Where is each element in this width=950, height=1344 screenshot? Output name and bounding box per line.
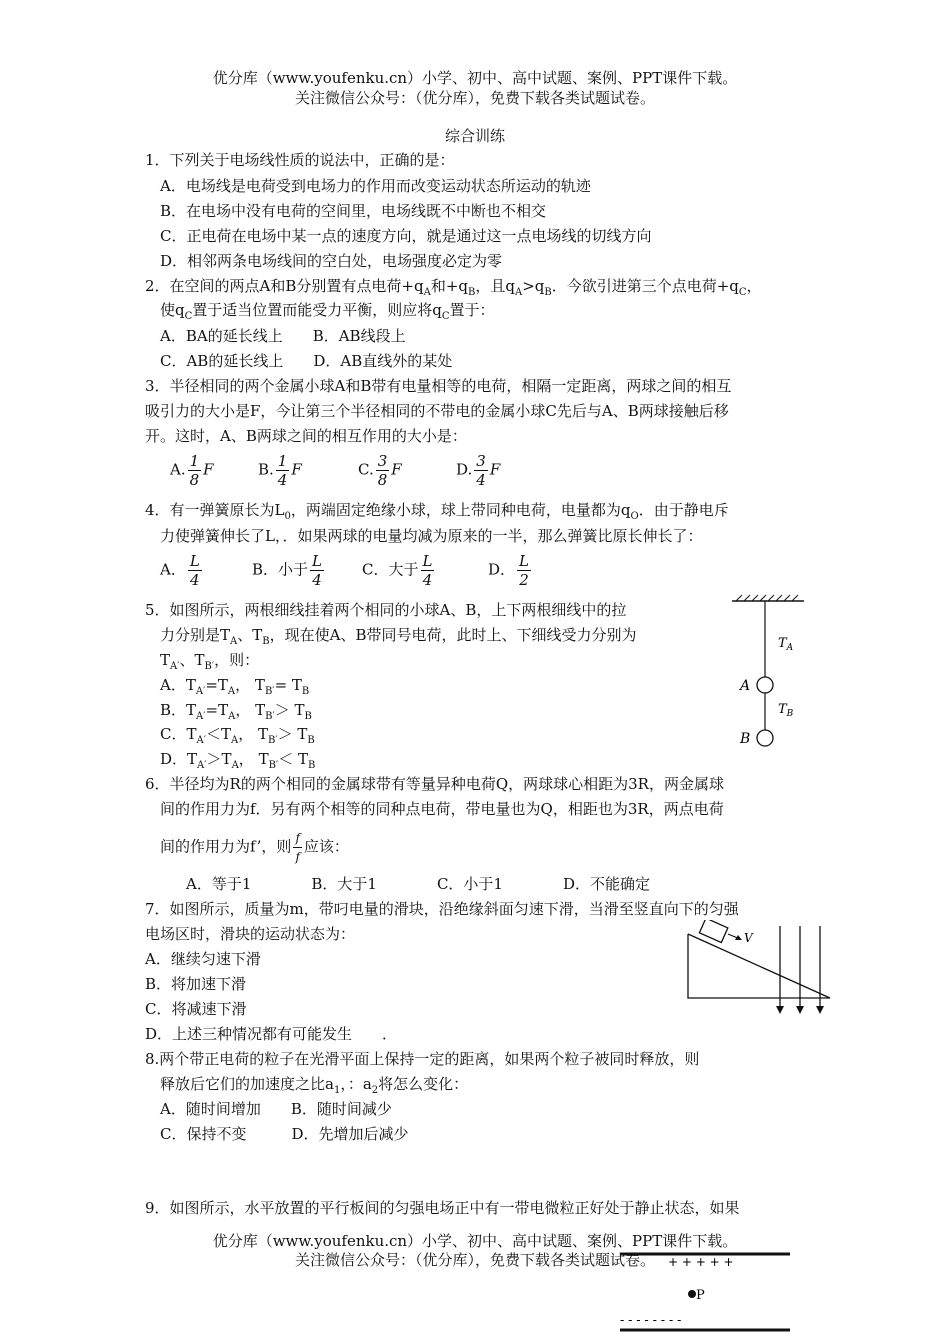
q2-options-ab: A．BA的延长线上 B．AB线段上 bbox=[160, 327, 406, 345]
variable: F bbox=[489, 460, 501, 479]
q1-stem: 1．下列关于电场线性质的说法中，正确的是： bbox=[145, 151, 455, 169]
variable: F bbox=[391, 460, 402, 479]
q5-text: B．T bbox=[160, 701, 197, 719]
label-b: B bbox=[740, 731, 751, 747]
q5-sub: B′ bbox=[265, 711, 275, 722]
q2-options-cd: C．AB的延长线上 D．AB直线外的某处 bbox=[160, 352, 453, 370]
q5-sub: A bbox=[228, 711, 236, 722]
label-ta: $T_A$ bbox=[778, 636, 794, 653]
numerator: f bbox=[293, 829, 301, 848]
fraction bbox=[376, 452, 390, 489]
q8-line-2 bbox=[160, 1074, 468, 1101]
q5-line-2 bbox=[160, 625, 636, 652]
q2-sub: C bbox=[738, 287, 747, 298]
field-arrowheads bbox=[776, 1006, 824, 1014]
option-label: D． bbox=[488, 560, 516, 579]
q6-line-2: 间的作用力为f．另有两个相等的同种点电荷，带电量也为Q，相距也为3R，两点电荷 bbox=[160, 800, 724, 818]
q5-sub: B′ bbox=[264, 686, 275, 697]
plus-charges: + + + + + bbox=[668, 1255, 734, 1269]
numerator: L bbox=[312, 552, 323, 570]
q7-figure bbox=[684, 920, 834, 1020]
label-a: A bbox=[740, 678, 751, 694]
denominator: 4 bbox=[476, 471, 486, 489]
fraction bbox=[310, 552, 324, 589]
q4-text: ，两端固定绝缘小球，球上带同种电荷，电量都为q bbox=[290, 501, 631, 519]
denominator: 8 bbox=[189, 471, 200, 489]
fraction bbox=[276, 452, 290, 489]
fraction bbox=[421, 552, 435, 589]
q5-sub: B bbox=[262, 636, 270, 647]
q3-option-d bbox=[456, 452, 500, 489]
fraction bbox=[293, 829, 301, 866]
option-label: B． bbox=[252, 560, 279, 579]
q8-sub: 1 bbox=[333, 1085, 341, 1096]
ceiling-hatch bbox=[736, 595, 798, 601]
denominator: 8 bbox=[377, 471, 388, 489]
q5-text: =T bbox=[205, 701, 229, 719]
q2-text: 置于： bbox=[449, 301, 495, 319]
q4-sub: 0 bbox=[284, 511, 291, 522]
q5-text: 力分别是T bbox=[160, 626, 231, 644]
q4-option-c bbox=[362, 552, 436, 589]
q4-line-2: 力使弹簧伸长了L，．如果两球的电量均减为原来的一半，那么弹簧比原长伸长了： bbox=[160, 527, 703, 545]
label-tb: $T_B$ bbox=[778, 702, 794, 719]
denominator: f bbox=[295, 850, 300, 864]
q8-line-1: 8.两个带正电荷的粒子在光滑平面上保持一定的距离，如果两个粒子被同时释放，则 bbox=[145, 1050, 700, 1068]
q5-option-b bbox=[160, 700, 312, 727]
q5-text: ，现在使A、B带同号电荷，此时上、下细线受力分别为 bbox=[269, 626, 637, 644]
q1-option-c: C．正电荷在电场中某一点的速度方向，就是通过这一点电场线的切线方向 bbox=[160, 227, 652, 245]
numerator: 3 bbox=[377, 452, 388, 470]
q5-sub: B bbox=[307, 760, 316, 771]
option-prefix: 小于 bbox=[278, 560, 309, 579]
q5-text: ， T bbox=[238, 750, 269, 768]
ball-b bbox=[757, 730, 773, 746]
q5-sub: A bbox=[227, 686, 236, 697]
q5-text: A．T bbox=[160, 676, 196, 694]
q8-text: 释放后它们的加速度之比a bbox=[160, 1075, 334, 1093]
q2-text: ， bbox=[746, 277, 762, 295]
minus-charges: - - - - - - - - bbox=[620, 1313, 682, 1327]
q5-text: ＜ T bbox=[278, 750, 308, 768]
q5-sub: B bbox=[307, 735, 315, 746]
q5-text: ＞ T bbox=[277, 725, 308, 743]
q2-text: 和+q bbox=[430, 277, 468, 295]
q2-text: 使q bbox=[160, 301, 185, 319]
q5-figure bbox=[728, 593, 808, 758]
q5-text: ， T bbox=[235, 676, 265, 694]
q7-option-d: D．上述三种情况都有可能发生 ． bbox=[145, 1025, 398, 1043]
denominator: 4 bbox=[422, 571, 433, 589]
q5-sub: A′ bbox=[195, 686, 206, 697]
q5-sub: A bbox=[231, 760, 239, 771]
q1-option-a: A．电场线是电荷受到电场力的作用而改变运动状态所运动的轨迹 bbox=[160, 177, 591, 195]
q5-option-d bbox=[160, 749, 315, 776]
q5-text: 、T bbox=[237, 626, 263, 644]
q5-sub: A′ bbox=[196, 711, 206, 722]
variable: F bbox=[291, 460, 302, 479]
q3-option-c bbox=[358, 452, 402, 489]
ball-a bbox=[757, 677, 773, 693]
q6-text: 间的作用力为f’，则 bbox=[160, 837, 292, 856]
q5-text: ＞T bbox=[206, 750, 232, 768]
denominator: 4 bbox=[190, 571, 200, 589]
label-p: P bbox=[696, 1288, 705, 1303]
q2-text: 2．在空间的两点A和B分别置有点电荷+q bbox=[145, 277, 424, 295]
q2-text: 置于适当位置而能受力平衡，则应将q bbox=[192, 301, 442, 319]
numerator: L bbox=[189, 552, 200, 570]
q4-option-a bbox=[160, 552, 204, 589]
fraction bbox=[188, 452, 202, 489]
q8-options-cd: C．保持不变 D．先增加后减少 bbox=[160, 1125, 409, 1143]
q2-stem-line-2 bbox=[160, 300, 495, 327]
q5-sub: A′ bbox=[170, 661, 180, 672]
incline bbox=[688, 934, 830, 998]
q5-text: 、T bbox=[179, 651, 205, 669]
q3-line-1: 3．半径相同的两个金属小球A和B带有电量相等的电荷，相隔一定距离，两球之间的相互 bbox=[145, 377, 732, 395]
q2-text: ，且q bbox=[475, 277, 515, 295]
q1-option-d: D．相邻两条电场线间的空白处，电场强度必定为零 bbox=[160, 252, 503, 270]
q5-text: ， T bbox=[235, 701, 266, 719]
q5-text: C．T bbox=[160, 725, 197, 743]
option-label: A． bbox=[160, 560, 186, 579]
fraction bbox=[517, 552, 531, 589]
q5-text: ， T bbox=[238, 725, 269, 743]
numerator: 3 bbox=[476, 452, 486, 470]
option-label: A. bbox=[170, 460, 186, 479]
q5-line-3 bbox=[160, 650, 259, 677]
numerator: 1 bbox=[277, 452, 288, 470]
q2-sub: A bbox=[514, 287, 523, 298]
fraction bbox=[188, 552, 202, 589]
q4-text: ．由于静电斥 bbox=[638, 501, 729, 519]
q5-option-c bbox=[160, 724, 315, 751]
denominator: 2 bbox=[519, 571, 529, 589]
q8-options-ab: A．随时间增加 B．随时间减少 bbox=[160, 1100, 392, 1118]
particle-p bbox=[688, 1290, 696, 1298]
denominator: 4 bbox=[312, 571, 322, 589]
q5-text: ＞ T bbox=[274, 701, 305, 719]
q4-line-1 bbox=[145, 500, 729, 527]
q5-sub: A bbox=[231, 735, 239, 746]
q5-option-a bbox=[160, 675, 309, 702]
fraction bbox=[474, 452, 488, 489]
numerator: L bbox=[422, 552, 433, 570]
q3-option-b bbox=[258, 452, 302, 489]
q7-line-1: 7．如图所示，质量为m，带叼电量的滑块，沿绝缘斜面匀速下滑，当滑至竖直向下的匀强 bbox=[145, 900, 739, 918]
q7-option-a: A．继续匀速下滑 bbox=[145, 950, 261, 968]
q2-stem-line-1 bbox=[145, 276, 762, 303]
q2-sub: C bbox=[184, 311, 193, 322]
q5-text: D．T bbox=[160, 750, 198, 768]
q2-sub: B bbox=[544, 287, 552, 298]
q5-sub: A′ bbox=[196, 735, 206, 746]
q7-option-c: C．将减速下滑 bbox=[145, 1000, 247, 1018]
q3-line-2: 吸引力的大小是F，今让第三个半径相同的不带电的金属小球C先后与A、B两球接触后移 bbox=[145, 402, 729, 420]
q5-text: T bbox=[160, 651, 171, 669]
q5-text: =T bbox=[205, 676, 228, 694]
q7-option-b: B．将加速下滑 bbox=[145, 975, 247, 993]
q6-line-1: 6．半径均为R的两个相同的金属球带有等量异种电荷Q，两球球心相距为3R，两金属球 bbox=[145, 775, 724, 793]
header-line-1: 优分库（www.youfenku.cn）小学、初中、高中试题、案例、PPT课件下载。 bbox=[212, 69, 738, 87]
q8-text: 将怎么变化： bbox=[378, 1075, 469, 1093]
option-label: D. bbox=[456, 460, 473, 479]
q5-sub: B bbox=[301, 686, 310, 697]
q4-sub: O bbox=[630, 511, 639, 522]
q2-text: ．今欲引进第三个点电荷+q bbox=[551, 277, 739, 295]
q5-text: = T bbox=[274, 676, 302, 694]
q5-sub: B′ bbox=[268, 735, 278, 746]
q2-sub: A bbox=[423, 287, 431, 298]
field-lines bbox=[780, 926, 820, 1008]
option-label: B. bbox=[258, 460, 274, 479]
footer-line-1: 优分库（www.youfenku.cn）小学、初中、高中试题、案例、PPT课件下载。 bbox=[212, 1232, 738, 1250]
numerator: L bbox=[519, 552, 529, 570]
q3-option-a bbox=[170, 452, 214, 489]
page-title: 综合训练 bbox=[444, 127, 505, 145]
numerator: 1 bbox=[189, 452, 200, 470]
q4-option-b bbox=[252, 552, 326, 589]
label-v: V bbox=[744, 931, 753, 945]
footer-line-2: 关注微信公众号：（优分库），免费下载各类试题试卷。 bbox=[294, 1251, 655, 1269]
q5-line-1: 5．如图所示，两根细线挂着两个相同的小球A、B，上下两根细线中的拉 bbox=[145, 601, 627, 619]
q2-sub: C bbox=[441, 311, 450, 322]
q3-line-3: 开。这时，A、B两球之间的相互作用的大小是： bbox=[145, 427, 467, 445]
q2-text: >q bbox=[522, 277, 545, 295]
option-label: C． bbox=[362, 560, 389, 579]
denominator: 4 bbox=[277, 471, 288, 489]
q1-option-b: B．在电场中没有电荷的空间里，电场线既不中断也不相交 bbox=[160, 202, 547, 220]
q6-text: 应该： bbox=[303, 837, 349, 856]
q4-option-d bbox=[488, 552, 533, 589]
q5-sub: A′ bbox=[197, 760, 207, 771]
option-label: C. bbox=[358, 460, 374, 479]
q2-sub: B bbox=[467, 287, 476, 298]
q5-text: ＜T bbox=[205, 725, 231, 743]
q6-options: A．等于1 B．大于1 C．小于1 D．不能确定 bbox=[186, 875, 650, 893]
option-prefix: 大于 bbox=[388, 560, 419, 579]
q7-line-2: 电场区时，滑块的运动状态为： bbox=[145, 925, 356, 943]
header-line-2: 关注微信公众号：（优分库），免费下载各类试题试卷。 bbox=[294, 89, 655, 107]
q9-line-1: 9．如图所示，水平放置的平行板间的匀强电场正中有一带电微粒正好处于静止状态，如果 bbox=[145, 1199, 740, 1217]
q4-text: 4．有一弹簧原长为L bbox=[145, 501, 285, 519]
q6-line-3 bbox=[160, 829, 349, 866]
q5-sub: B bbox=[304, 711, 312, 722]
q8-text: ，：a bbox=[340, 1075, 372, 1093]
q8-sub: 2 bbox=[371, 1085, 379, 1096]
q5-sub: A bbox=[230, 636, 238, 647]
q5-sub: B′ bbox=[268, 760, 279, 771]
q9-figure bbox=[612, 1248, 797, 1344]
q5-text: ，则： bbox=[214, 651, 260, 669]
q5-sub: B′ bbox=[204, 661, 215, 672]
variable: F bbox=[203, 460, 214, 479]
slider-block bbox=[699, 920, 727, 943]
